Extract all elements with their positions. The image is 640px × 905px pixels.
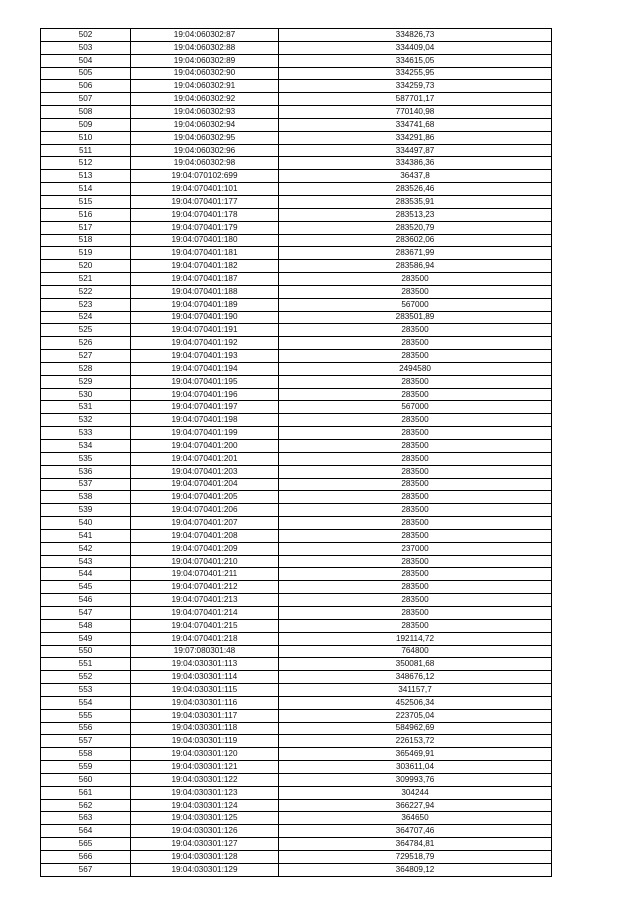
table-row: [41, 529, 552, 542]
value-cell: 334615,05: [279, 54, 552, 67]
row-number-cell: 502: [41, 29, 131, 42]
value-cell: 283500: [279, 337, 552, 350]
table-row: [41, 786, 552, 799]
table-row: [41, 761, 552, 774]
value-cell: 283500: [279, 440, 552, 453]
row-number-cell: 536: [41, 465, 131, 478]
cadastral-number-cell: 19:04:030301:114: [131, 671, 279, 684]
cadastral-number-cell: 19:04:060302:96: [131, 144, 279, 157]
table-row: [41, 555, 552, 568]
table-row: [41, 350, 552, 363]
table-row: [41, 838, 552, 851]
value-cell: 283500: [279, 606, 552, 619]
value-cell: 283500: [279, 517, 552, 530]
value-cell: 283500: [279, 594, 552, 607]
row-number-cell: 562: [41, 799, 131, 812]
row-number-cell: 503: [41, 41, 131, 54]
cadastral-number-cell: 19:07:080301:48: [131, 645, 279, 658]
cadastral-number-cell: 19:04:070401:195: [131, 375, 279, 388]
row-number-cell: 530: [41, 388, 131, 401]
row-number-cell: 514: [41, 183, 131, 196]
table-row: [41, 183, 552, 196]
row-number-cell: 548: [41, 619, 131, 632]
value-cell: 283500: [279, 324, 552, 337]
table-row: [41, 273, 552, 286]
cadastral-number-cell: 19:04:070401:188: [131, 285, 279, 298]
cadastral-number-cell: 19:04:070401:191: [131, 324, 279, 337]
value-cell: 283500: [279, 427, 552, 440]
value-cell: 283500: [279, 285, 552, 298]
table-row: [41, 812, 552, 825]
cadastral-number-cell: 19:04:070401:182: [131, 260, 279, 273]
row-number-cell: 512: [41, 157, 131, 170]
value-cell: 283500: [279, 555, 552, 568]
cadastral-number-cell: 19:04:030301:127: [131, 838, 279, 851]
row-number-cell: 557: [41, 735, 131, 748]
value-cell: 304244: [279, 786, 552, 799]
value-cell: 283500: [279, 581, 552, 594]
value-cell: 2494580: [279, 362, 552, 375]
value-cell: 283535,91: [279, 195, 552, 208]
cadastral-number-cell: 19:04:070401:208: [131, 529, 279, 542]
row-number-cell: 541: [41, 529, 131, 542]
table-row: [41, 542, 552, 555]
value-cell: 364707,46: [279, 825, 552, 838]
table-row: [41, 504, 552, 517]
table-row: [41, 234, 552, 247]
value-cell: 192114,72: [279, 632, 552, 645]
cadastral-number-cell: 19:04:030301:124: [131, 799, 279, 812]
table-row: [41, 260, 552, 273]
cadastral-number-cell: 19:04:070401:207: [131, 517, 279, 530]
table-row: [41, 491, 552, 504]
value-cell: 770140,98: [279, 106, 552, 119]
table-row: [41, 93, 552, 106]
cadastral-number-cell: 19:04:070401:177: [131, 195, 279, 208]
row-number-cell: 509: [41, 118, 131, 131]
cadastral-number-cell: 19:04:070401:187: [131, 273, 279, 286]
row-number-cell: 516: [41, 208, 131, 221]
row-number-cell: 535: [41, 452, 131, 465]
table-row: [41, 568, 552, 581]
cadastral-number-cell: 19:04:070401:210: [131, 555, 279, 568]
cadastral-number-cell: 19:04:030301:122: [131, 773, 279, 786]
row-number-cell: 504: [41, 54, 131, 67]
value-cell: 350081,68: [279, 658, 552, 671]
row-number-cell: 521: [41, 273, 131, 286]
row-number-cell: 549: [41, 632, 131, 645]
table-row: [41, 606, 552, 619]
row-number-cell: 507: [41, 93, 131, 106]
table-row: [41, 80, 552, 93]
table-row: [41, 157, 552, 170]
row-number-cell: 524: [41, 311, 131, 324]
table-row: [41, 581, 552, 594]
table-row: [41, 696, 552, 709]
table-row: [41, 195, 552, 208]
value-cell: 334291,86: [279, 131, 552, 144]
value-cell: 334826,73: [279, 29, 552, 42]
row-number-cell: 554: [41, 696, 131, 709]
row-number-cell: 539: [41, 504, 131, 517]
row-number-cell: 532: [41, 414, 131, 427]
table-row: [41, 324, 552, 337]
value-cell: 334741,68: [279, 118, 552, 131]
table-row: [41, 684, 552, 697]
row-number-cell: 534: [41, 440, 131, 453]
row-number-cell: 563: [41, 812, 131, 825]
row-number-cell: 543: [41, 555, 131, 568]
value-cell: 237000: [279, 542, 552, 555]
row-number-cell: 559: [41, 761, 131, 774]
table-row: [41, 825, 552, 838]
cadastral-number-cell: 19:04:030301:117: [131, 709, 279, 722]
table-row: [41, 863, 552, 876]
table-row: [41, 247, 552, 260]
cadastral-number-cell: 19:04:030301:126: [131, 825, 279, 838]
table-row: [41, 427, 552, 440]
table-row: [41, 106, 552, 119]
row-number-cell: 528: [41, 362, 131, 375]
value-cell: 283671,99: [279, 247, 552, 260]
cadastral-number-cell: 19:04:030301:128: [131, 851, 279, 864]
cadastral-number-cell: 19:04:070401:211: [131, 568, 279, 581]
table-row: [41, 131, 552, 144]
cadastral-number-cell: 19:04:070401:180: [131, 234, 279, 247]
row-number-cell: 558: [41, 748, 131, 761]
value-cell: 283500: [279, 478, 552, 491]
row-number-cell: 545: [41, 581, 131, 594]
value-cell: 348676,12: [279, 671, 552, 684]
cadastral-number-cell: 19:04:070401:196: [131, 388, 279, 401]
row-number-cell: 540: [41, 517, 131, 530]
table-row: [41, 594, 552, 607]
cadastral-number-cell: 19:04:060302:93: [131, 106, 279, 119]
row-number-cell: 533: [41, 427, 131, 440]
row-number-cell: 550: [41, 645, 131, 658]
table-row: [41, 478, 552, 491]
table-body: [41, 29, 552, 877]
row-number-cell: 519: [41, 247, 131, 260]
cadastral-number-cell: 19:04:030301:123: [131, 786, 279, 799]
value-cell: 283500: [279, 375, 552, 388]
table-row: [41, 452, 552, 465]
table-row: [41, 722, 552, 735]
cadastral-number-cell: 19:04:060302:91: [131, 80, 279, 93]
row-number-cell: 517: [41, 221, 131, 234]
cadastral-number-cell: 19:04:070401:203: [131, 465, 279, 478]
cadastral-number-cell: 19:04:030301:121: [131, 761, 279, 774]
cadastral-number-cell: 19:04:060302:87: [131, 29, 279, 42]
value-cell: 584962,69: [279, 722, 552, 735]
table-row: [41, 517, 552, 530]
row-number-cell: 505: [41, 67, 131, 80]
cadastral-number-cell: 19:04:070401:209: [131, 542, 279, 555]
cadastral-number-cell: 19:04:070401:193: [131, 350, 279, 363]
row-number-cell: 544: [41, 568, 131, 581]
value-cell: 567000: [279, 401, 552, 414]
row-number-cell: 552: [41, 671, 131, 684]
table-row: [41, 440, 552, 453]
table-row: [41, 401, 552, 414]
value-cell: 567000: [279, 298, 552, 311]
table-row: [41, 221, 552, 234]
table-row: [41, 748, 552, 761]
row-number-cell: 529: [41, 375, 131, 388]
value-cell: 283500: [279, 414, 552, 427]
cadastral-number-cell: 19:04:070401:192: [131, 337, 279, 350]
table-row: [41, 41, 552, 54]
cadastral-number-cell: 19:04:070401:205: [131, 491, 279, 504]
row-number-cell: 560: [41, 773, 131, 786]
row-number-cell: 526: [41, 337, 131, 350]
row-number-cell: 564: [41, 825, 131, 838]
table-row: [41, 285, 552, 298]
table-row: [41, 311, 552, 324]
cadastral-number-cell: 19:04:070102:699: [131, 170, 279, 183]
cadastral-number-cell: 19:04:070401:178: [131, 208, 279, 221]
row-number-cell: 518: [41, 234, 131, 247]
table-row: [41, 773, 552, 786]
row-number-cell: 527: [41, 350, 131, 363]
value-cell: 223705,04: [279, 709, 552, 722]
row-number-cell: 520: [41, 260, 131, 273]
cadastral-number-cell: 19:04:070401:179: [131, 221, 279, 234]
value-cell: 764800: [279, 645, 552, 658]
table-row: [41, 645, 552, 658]
cadastral-value-table: [40, 28, 552, 877]
cadastral-number-cell: 19:04:070401:101: [131, 183, 279, 196]
cadastral-number-cell: 19:04:070401:199: [131, 427, 279, 440]
table-row: [41, 337, 552, 350]
table-row: [41, 671, 552, 684]
value-cell: 283500: [279, 465, 552, 478]
value-cell: 334255,95: [279, 67, 552, 80]
cadastral-number-cell: 19:04:030301:113: [131, 658, 279, 671]
table-row: [41, 619, 552, 632]
row-number-cell: 555: [41, 709, 131, 722]
table-row: [41, 851, 552, 864]
table-row: [41, 414, 552, 427]
row-number-cell: 522: [41, 285, 131, 298]
table-row: [41, 67, 552, 80]
table-row: [41, 375, 552, 388]
value-cell: 452506,34: [279, 696, 552, 709]
cadastral-number-cell: 19:04:070401:212: [131, 581, 279, 594]
value-cell: 587701,17: [279, 93, 552, 106]
row-number-cell: 551: [41, 658, 131, 671]
cadastral-number-cell: 19:04:070401:197: [131, 401, 279, 414]
row-number-cell: 513: [41, 170, 131, 183]
cadastral-number-cell: 19:04:060302:98: [131, 157, 279, 170]
cadastral-number-cell: 19:04:030301:125: [131, 812, 279, 825]
value-cell: 341157,7: [279, 684, 552, 697]
row-number-cell: 566: [41, 851, 131, 864]
value-cell: 283513,23: [279, 208, 552, 221]
cadastral-number-cell: 19:04:070401:201: [131, 452, 279, 465]
cadastral-number-cell: 19:04:070401:181: [131, 247, 279, 260]
cadastral-number-cell: 19:04:070401:194: [131, 362, 279, 375]
cadastral-number-cell: 19:04:060302:95: [131, 131, 279, 144]
value-cell: 334409,04: [279, 41, 552, 54]
value-cell: 283500: [279, 529, 552, 542]
cadastral-number-cell: 19:04:030301:116: [131, 696, 279, 709]
cadastral-number-cell: 19:04:030301:120: [131, 748, 279, 761]
row-number-cell: 547: [41, 606, 131, 619]
value-cell: 364650: [279, 812, 552, 825]
cadastral-number-cell: 19:04:070401:218: [131, 632, 279, 645]
row-number-cell: 523: [41, 298, 131, 311]
row-number-cell: 508: [41, 106, 131, 119]
row-number-cell: 567: [41, 863, 131, 876]
value-cell: 365469,91: [279, 748, 552, 761]
row-number-cell: 565: [41, 838, 131, 851]
value-cell: 283500: [279, 452, 552, 465]
value-cell: 283500: [279, 350, 552, 363]
value-cell: 303611,04: [279, 761, 552, 774]
row-number-cell: 525: [41, 324, 131, 337]
row-number-cell: 531: [41, 401, 131, 414]
value-cell: 366227,94: [279, 799, 552, 812]
table-row: [41, 54, 552, 67]
value-cell: 226153,72: [279, 735, 552, 748]
row-number-cell: 510: [41, 131, 131, 144]
cadastral-number-cell: 19:04:070401:198: [131, 414, 279, 427]
value-cell: 283500: [279, 568, 552, 581]
value-cell: 36437,8: [279, 170, 552, 183]
table-row: [41, 170, 552, 183]
value-cell: 283520,79: [279, 221, 552, 234]
table-row: [41, 735, 552, 748]
cadastral-number-cell: 19:04:070401:206: [131, 504, 279, 517]
value-cell: 364784,81: [279, 838, 552, 851]
value-cell: 283602,06: [279, 234, 552, 247]
table-row: [41, 709, 552, 722]
cadastral-number-cell: 19:04:060302:92: [131, 93, 279, 106]
row-number-cell: 561: [41, 786, 131, 799]
table-row: [41, 298, 552, 311]
value-cell: 283501,89: [279, 311, 552, 324]
cadastral-number-cell: 19:04:030301:118: [131, 722, 279, 735]
table-row: [41, 465, 552, 478]
value-cell: 309993,76: [279, 773, 552, 786]
cadastral-number-cell: 19:04:070401:190: [131, 311, 279, 324]
row-number-cell: 537: [41, 478, 131, 491]
value-cell: 283586,94: [279, 260, 552, 273]
row-number-cell: 515: [41, 195, 131, 208]
row-number-cell: 542: [41, 542, 131, 555]
table-row: [41, 658, 552, 671]
cadastral-number-cell: 19:04:070401:189: [131, 298, 279, 311]
value-cell: 334497,87: [279, 144, 552, 157]
cadastral-number-cell: 19:04:030301:119: [131, 735, 279, 748]
table-row: [41, 144, 552, 157]
row-number-cell: 553: [41, 684, 131, 697]
value-cell: 283500: [279, 388, 552, 401]
cadastral-number-cell: 19:04:070401:214: [131, 606, 279, 619]
row-number-cell: 538: [41, 491, 131, 504]
row-number-cell: 511: [41, 144, 131, 157]
cadastral-number-cell: 19:04:030301:129: [131, 863, 279, 876]
cadastral-number-cell: 19:04:060302:94: [131, 118, 279, 131]
row-number-cell: 546: [41, 594, 131, 607]
value-cell: 283500: [279, 504, 552, 517]
cadastral-number-cell: 19:04:070401:200: [131, 440, 279, 453]
row-number-cell: 556: [41, 722, 131, 735]
table-row: [41, 362, 552, 375]
cadastral-number-cell: 19:04:060302:88: [131, 41, 279, 54]
row-number-cell: 506: [41, 80, 131, 93]
value-cell: 334386,36: [279, 157, 552, 170]
value-cell: 283500: [279, 491, 552, 504]
value-cell: 283500: [279, 273, 552, 286]
cadastral-number-cell: 19:04:030301:115: [131, 684, 279, 697]
value-cell: 283500: [279, 619, 552, 632]
cadastral-number-cell: 19:04:070401:213: [131, 594, 279, 607]
value-cell: 283526,46: [279, 183, 552, 196]
table-row: [41, 118, 552, 131]
table-row: [41, 388, 552, 401]
table-row: [41, 208, 552, 221]
table-row: [41, 799, 552, 812]
value-cell: 364809,12: [279, 863, 552, 876]
cadastral-number-cell: 19:04:060302:90: [131, 67, 279, 80]
table-row: [41, 632, 552, 645]
table-row: [41, 29, 552, 42]
value-cell: 729518,79: [279, 851, 552, 864]
value-cell: 334259,73: [279, 80, 552, 93]
cadastral-number-cell: 19:04:060302:89: [131, 54, 279, 67]
cadastral-number-cell: 19:04:070401:215: [131, 619, 279, 632]
cadastral-number-cell: 19:04:070401:204: [131, 478, 279, 491]
